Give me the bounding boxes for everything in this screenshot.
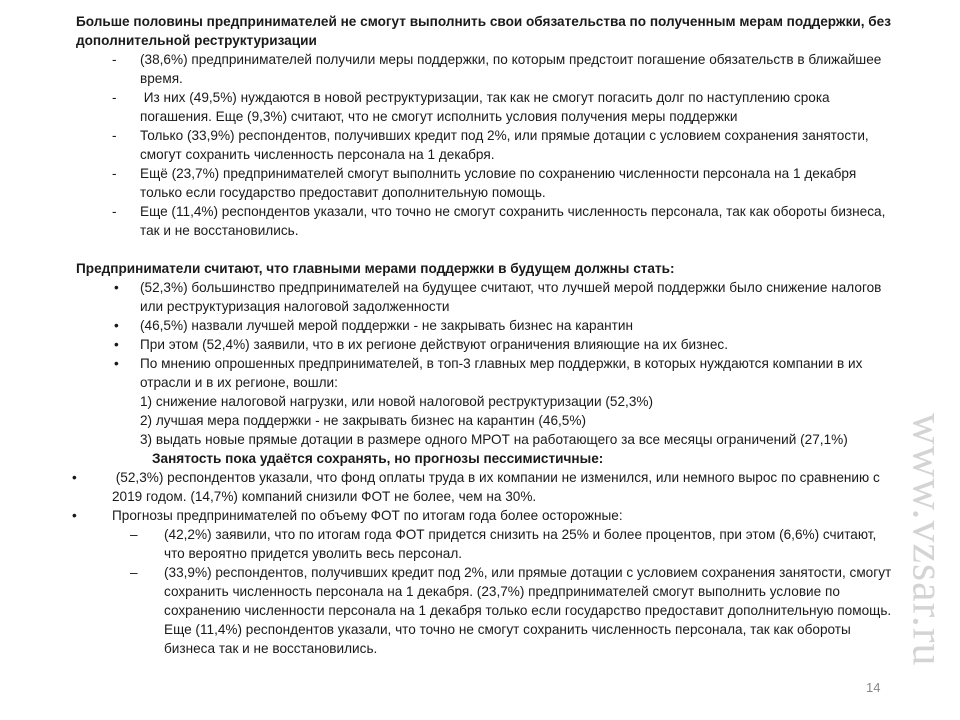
dash-marker: -	[112, 90, 117, 105]
spacer	[76, 240, 896, 259]
top3-item: 3) выдать новые прямые дотации в размере одного МРОТ на работающего за все месяцы ограничений (27,1%)	[140, 432, 848, 447]
watermark-text: www.vzsar.ru	[903, 413, 953, 667]
dash-marker: -	[112, 52, 117, 67]
list-item: - Еще (11,4%) респондентов указали, что точно не смогут сохранить численность персонала, так как обороты бизнеса, так и не восстановились.	[112, 204, 886, 238]
sublist-item: – (42,2%) заявили, что по итогам года ФОТ придется снизить на 25% и более процентов, при этом (6,6%) считают, что вероятно придется уволить весь персонал.	[130, 527, 877, 561]
section2-heading: Предприниматели считают, что главными мерами поддержки в будущем должны стать:	[76, 261, 675, 276]
bullet-marker: •	[72, 508, 77, 523]
section3-list	[72, 468, 896, 658]
list-item: • (52,3%) респондентов указали, что фонд оплаты труда в их компании не изменился, или немного вырос по сравнению с 2019 годом. (14,7%) компаний снизили ФОТ не более, чем на 30%.	[72, 470, 884, 504]
top3-item: 1) снижение налоговой нагрузки, или новой налоговой реструктуризации (52,3%)	[140, 394, 653, 409]
bullet-marker: •	[114, 318, 119, 333]
endash-marker: –	[130, 565, 138, 580]
section3-heading: Занятость пока удаётся сохранять, но прогнозы пессимистичные:	[152, 451, 604, 466]
section2-list	[76, 278, 896, 449]
section1-heading: Больше половины предпринимателей не смогут выполнить свои обязательства по полученным мерам поддержки, без дополнительной реструктуризации	[76, 14, 891, 48]
bullet-marker: •	[72, 470, 77, 485]
list-item: • При этом (52,4%) заявили, что в их регионе действуют ограничения влияющие на их бизнес.	[114, 337, 728, 352]
bullet-marker: •	[114, 280, 119, 295]
list-item: - Ещё (23,7%) предпринимателей смогут выполнить условие по сохранению численности персонала на 1 декабря только если государство предоставит дополнительную помощь.	[112, 166, 857, 200]
bullet-marker: •	[114, 356, 119, 371]
list-item: - Из них (49,5%) нуждаются в новой реструктуризации, так как не смогут погасить долг по наступлению срока погашения. Еще (9,3%) считают, что не смогут исполнить условия получения меры поддержки	[112, 90, 834, 124]
list-item: • (46,5%) назвали лучшей мерой поддержки - не закрывать бизнес на карантин	[114, 318, 634, 333]
bullet-marker: •	[114, 337, 119, 352]
list-item: • Прогнозы предпринимателей по объему ФОТ по итогам года более осторожные: – (42,2%) заявили, что по итогам года ФОТ придется снизить на 25% и более процентов, при этом (6,6%) считают, что вероятно придется уволить весь персонал. – (33,9%) респондентов, получивших кредит под 2%, или прямые дотации с условием сохранения занятости, смогут сохранить численность персонала на 1 декабря. (23,7%) предпринимателей смогут выполнить условие по сохранению численности персонала на 1 декабря только если государство предоставит дополнительную помощь. Еще (11,4%) респондентов указали, что точно не смогут сохранить численность персонала, так как обороты бизнеса так и не восстановились.	[72, 506, 896, 658]
list-item: • (52,3%) большинство предпринимателей на будущее считают, что лучшей мерой поддержки было снижение налогов или реструктуризация налоговой задолженности	[114, 280, 882, 314]
section3-sublist	[72, 525, 896, 658]
slide-content	[72, 12, 896, 658]
dash-marker: -	[112, 204, 117, 219]
list-item: • По мнению опрошенных предпринимателей, в топ-3 главных мер поддержки, в которых нуждаются компании в их отрасли и в их регионе, вошли: 1) снижение налоговой нагрузки, или новой налоговой реструктуризации (52,3%) 2) лучшая мера поддержки - не закрывать бизнес на карантин (46,5%) 3) выдать новые прямые дотации в размере одного МРОТ на работающего за все месяцы ограничений (27,1%)	[76, 354, 896, 449]
sublist-wrap	[72, 525, 896, 658]
list-item: - (38,6%) предпринимателей получили меры поддержки, по которым предстоит погашение обязательств в ближайшее время.	[112, 52, 882, 86]
list-item: - Только (33,9%) респондентов, получивших кредит под 2%, или прямые дотации с условием сохранения занятости, смогут сохранить численность персонала на 1 декабря.	[112, 128, 869, 162]
top3-item: 2) лучшая мера поддержки - не закрывать бизнес на карантин (46,5%)	[140, 413, 586, 428]
watermark	[904, 370, 952, 710]
dash-marker: -	[112, 166, 117, 181]
section1-list	[76, 50, 896, 240]
sublist-item: – (33,9%) респондентов, получивших кредит под 2%, или прямые дотации с условием сохранения занятости, смогут сохранить численность персонала на 1 декабря. (23,7%) предпринимателей смогут выполнить условие по сохранению численности персонала на 1 декабря только если государство предоставит дополнительную помощь. Еще (11,4%) респондентов указали, что точно не смогут сохранить численность персонала, так как обороты бизнеса так и не восстановились.	[130, 565, 892, 656]
dash-marker: -	[112, 128, 117, 143]
page-number: 14	[866, 680, 881, 695]
endash-marker: –	[130, 527, 138, 542]
